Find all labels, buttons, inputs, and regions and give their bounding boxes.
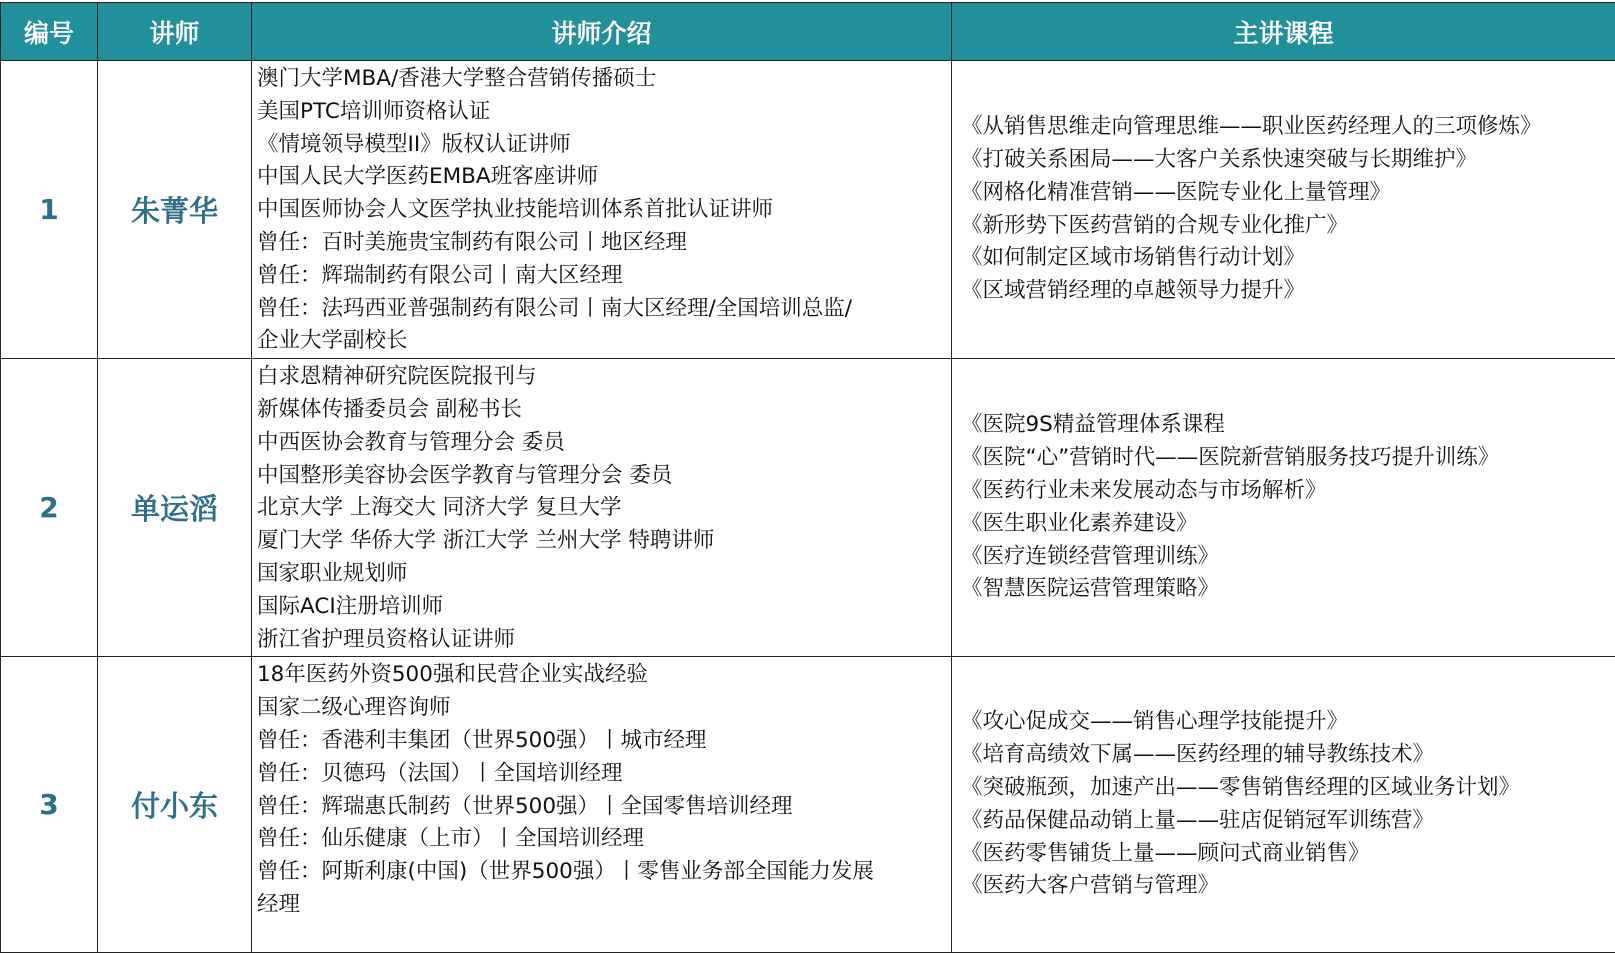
instructor-intro xyxy=(252,61,951,358)
course-item: 《区域营销经理的卓越领导力提升》 xyxy=(961,275,1615,308)
course-list xyxy=(952,706,1615,903)
intro-line: 中国人民大学医药EMBA班客座讲师 xyxy=(257,161,951,194)
instructor-name: 付小东 xyxy=(98,657,252,953)
instructor-table xyxy=(0,2,1615,953)
instructor-name: 单运滔 xyxy=(98,359,252,657)
course-list xyxy=(952,409,1615,606)
intro-line: 厦门大学 华侨大学 浙江大学 兰州大学 特聘讲师 xyxy=(257,525,951,558)
intro-line: 曾任：辉瑞惠氏制药（世界500强）丨全国零售培训经理 xyxy=(257,791,951,824)
course-item: 《打破关系困局——大客户关系快速突破与长期维护》 xyxy=(961,144,1615,177)
header-id: 编号 xyxy=(1,3,98,61)
intro-line: 曾任：法玛西亚普强制药有限公司丨南大区经理/全国培训总监/ xyxy=(257,293,951,326)
instructor-intro xyxy=(252,657,951,921)
intro-line: 国家二级心理咨询师 xyxy=(257,692,951,725)
course-list-cell xyxy=(952,657,1615,953)
header-introduction: 讲师介绍 xyxy=(252,3,952,61)
course-item: 《突破瓶颈，加速产出——零售销售经理的区域业务计划》 xyxy=(961,772,1615,805)
instructor-intro-cell xyxy=(252,657,952,953)
row-number: 2 xyxy=(1,359,98,657)
instructor-intro-cell xyxy=(252,61,952,359)
intro-line: 澳门大学MBA/香港大学整合营销传播硕士 xyxy=(257,63,951,96)
intro-line: 经理 xyxy=(257,889,951,922)
course-item: 《医院9S精益管理体系课程 xyxy=(961,409,1615,442)
header-courses: 主讲课程 xyxy=(952,3,1615,61)
course-item: 《医疗连锁经营管理训练》 xyxy=(961,541,1615,574)
intro-line: 曾任：百时美施贵宝制药有限公司丨地区经理 xyxy=(257,227,951,260)
course-item: 《培育高绩效下属——医药经理的辅导教练技术》 xyxy=(961,739,1615,772)
intro-line: 白求恩精神研究院医院报刊与 xyxy=(257,361,951,394)
row-number: 3 xyxy=(1,657,98,953)
course-item: 《如何制定区域市场销售行动计划》 xyxy=(961,242,1615,275)
intro-line: 中国整形美容协会医学教育与管理分会 委员 xyxy=(257,460,951,493)
table-row xyxy=(1,359,1615,657)
course-item: 《医药零售铺货上量——顾问式商业销售》 xyxy=(961,838,1615,871)
intro-line: 中西医协会教育与管理分会 委员 xyxy=(257,427,951,460)
intro-line: 曾任：辉瑞制药有限公司丨南大区经理 xyxy=(257,260,951,293)
course-list-cell xyxy=(952,61,1615,359)
intro-line: 《情境领导模型II》版权认证讲师 xyxy=(257,129,951,162)
course-item: 《智慧医院运营管理策略》 xyxy=(961,573,1615,606)
intro-line: 曾任：阿斯利康(中国)（世界500强）丨零售业务部全国能力发展 xyxy=(257,856,951,889)
intro-line: 曾任：贝德玛（法国）丨全国培训经理 xyxy=(257,758,951,791)
row-number: 1 xyxy=(1,61,98,359)
instructor-intro-cell xyxy=(252,359,952,657)
course-item: 《医院“心”营销时代——医院新营销服务技巧提升训练》 xyxy=(961,442,1615,475)
intro-line: 国家职业规划师 xyxy=(257,558,951,591)
intro-line: 国际ACI注册培训师 xyxy=(257,591,951,624)
course-list xyxy=(952,111,1615,308)
intro-line: 中国医师协会人文医学执业技能培训体系首批认证讲师 xyxy=(257,194,951,227)
table-row xyxy=(1,657,1615,953)
intro-line: 企业大学副校长 xyxy=(257,325,951,358)
instructor-name: 朱菁华 xyxy=(98,61,252,359)
course-item: 《新形势下医药营销的合规专业化推广》 xyxy=(961,210,1615,243)
intro-line: 北京大学 上海交大 同济大学 复旦大学 xyxy=(257,492,951,525)
course-item: 《医药行业未来发展动态与市场解析》 xyxy=(961,475,1615,508)
course-item: 《医药大客户营销与管理》 xyxy=(961,870,1615,903)
header-row xyxy=(1,3,1615,61)
course-item: 《网格化精准营销——医院专业化上量管理》 xyxy=(961,177,1615,210)
intro-line: 18年医药外资500强和民营企业实战经验 xyxy=(257,659,951,692)
course-item: 《医生职业化素养建设》 xyxy=(961,508,1615,541)
intro-line: 曾任：仙乐健康（上市）丨全国培训经理 xyxy=(257,823,951,856)
intro-line: 浙江省护理员资格认证讲师 xyxy=(257,624,951,657)
course-item: 《从销售思维走向管理思维——职业医药经理人的三项修炼》 xyxy=(961,111,1615,144)
course-item: 《攻心促成交——销售心理学技能提升》 xyxy=(961,706,1615,739)
header-instructor: 讲师 xyxy=(98,3,252,61)
instructor-intro xyxy=(252,359,951,656)
course-item: 《药品保健品动销上量——驻店促销冠军训练营》 xyxy=(961,805,1615,838)
intro-line: 美国PTC培训师资格认证 xyxy=(257,96,951,129)
table-row xyxy=(1,61,1615,359)
intro-line: 曾任：香港利丰集团（世界500强）丨城市经理 xyxy=(257,725,951,758)
intro-line: 新媒体传播委员会 副秘书长 xyxy=(257,394,951,427)
course-list-cell xyxy=(952,359,1615,657)
